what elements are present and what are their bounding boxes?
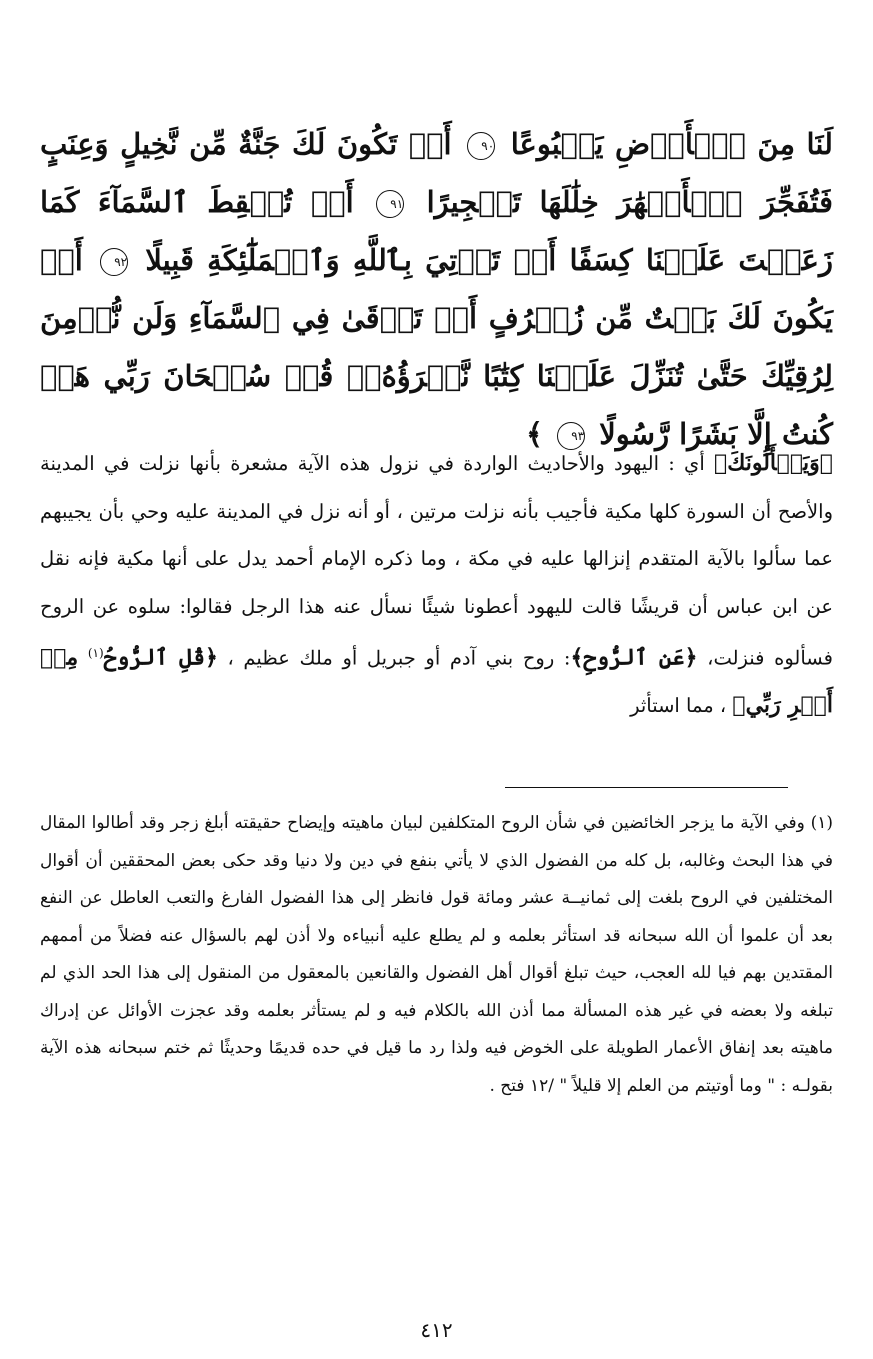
- quoted-verse: ﴿وَيَسۡأَلُونَكَ﴾: [714, 450, 833, 476]
- verse-text: أَوۡ تُسۡقِطَ ٱلسَّمَآءَ كَمَا زَعَمۡتَ عَلَيۡنَا كِسَفًا أَوۡ تَأۡتِيَ بِٱللَّهِ وَٱلۡمَلَٰٓئِكَةِ قَبِيلًا: [40, 185, 833, 277]
- quoted-verse: ﴿قُلِ ٱلرُّوحُ: [103, 644, 218, 671]
- footnote-divider: [505, 787, 788, 788]
- quoted-verse: ﴿عَنِ ٱلرُّوحِ﴾: [570, 644, 698, 671]
- footnote-text: (١) وفي الآية ما يزجر الخائضين في شأن الروح المتكلفين لبيان ماهيته وإيضاح حقيقته أبلغ زجر وقد أطالوا المقال في هذا البحث وغالبه، بل كله من الفضول الذي لا يأتي بنفع في دين ولا دنيا وقد حكى بعض المحققين أن أقوال المختلفين في الروح بلغت إلى ثمانيــة عشر ومائة قول فانظر إلى هذا الفضول الفارغ والتعب العاطل عن النفع بعد أن علموا أن الله سبحانه قد استأثر بعلمه و لم يطلع عليه أنبياءه ولا أذن لهم بالسؤال عنه فضلاً من أممهم المقتدين بهم فيا لله العجب، حيث تبلغ أقوال أهل الفضول والقانعين بالمعقول من المنقول إلى هذا الحد الذي لم تبلغه ولا بعضه في غير هذه المسألة مما أذن الله بالكلام فيه و لم يستأثر بعلمه وقد عجزت الأوائل عن إدراك ماهيته بعد إنفاق الأعمار الطويلة على الخوض فيه ولذا رد ما قيل في حده قديمًا وحديثًا ثم ختم سبحانه هذه الآية بقولـه : " وما أوتيتم من العلم إلا قليلاً " /١٢ فتح .: [40, 813, 833, 1096]
- tafsir-commentary: [40, 440, 833, 730]
- ayah-number-90: ٩٠: [467, 132, 495, 160]
- page-number: ٤١٢: [420, 1318, 453, 1342]
- verse-text: أَوۡ يَكُونَ لَكَ بَيۡتٌ مِّن زُخۡرُفٍ أَوۡ تَرۡقَىٰ فِي ٱلسَّمَآءِ وَلَن نُّؤۡمِنَ لِرُقِيِّكَ حَتَّىٰ تُنَزِّلَ عَلَيۡنَا كِتَٰبًا نَّقۡرَؤُهُۥۗ قُلۡ سُبۡحَانَ رَبِّي هَلۡ كُنتُ إِلَّا بَشَرًا رَّسُولًا: [40, 243, 833, 451]
- verse-text: لَنَا مِنَ ٱلۡأَرۡضِ يَنۢبُوعًا: [510, 127, 833, 161]
- commentary-text: : روح بني آدم أو جبريل أو ملك عظيم ،: [227, 646, 571, 670]
- commentary-text: أي : اليهود والأحاديث الواردة في نزول هذه الآية مشعرة بأنها نزلت في المدينة والأصح أن السورة كلها مكية فأجيب بأنه نزلت مرتين ، أو أنه نزل في المدينة عليه وحي بأن يجيبهم عما سألوا بالآية المتقدم إنزالها عليه في مكة ، وما ذكره الإمام أحمد يدل على أنها مكية فإنه نقل عن ابن عباس أن قريشًا قالت لليهود أعطونا شيئًا نسأل عنه هذا الرجل فقالوا: سلوه عن الروح فسألوه فنزلت،: [40, 452, 834, 670]
- quran-verses: [40, 115, 833, 463]
- footnote-reference: (١): [87, 646, 104, 660]
- commentary-text: ، مما استأثر: [630, 694, 727, 717]
- verse-text: أَوۡ تَكُونَ لَكَ جَنَّةٌ مِّن نَّخِيلٍ وَعِنَبٍ فَتُفَجِّرَ ٱلۡأَنۡهَٰرَ خِلَٰلَهَا تَفۡجِيرًا: [40, 127, 833, 219]
- quoted-verse: مِنۡ أَمۡرِ رَبِّي﴾: [40, 644, 833, 718]
- closing-bracket: ﴾: [526, 417, 544, 451]
- ayah-number-91: ٩١: [376, 190, 404, 218]
- footnote: [40, 805, 833, 1105]
- ayah-number-92: ٩٢: [100, 248, 128, 276]
- ayah-number-93: ٩٣: [557, 422, 585, 450]
